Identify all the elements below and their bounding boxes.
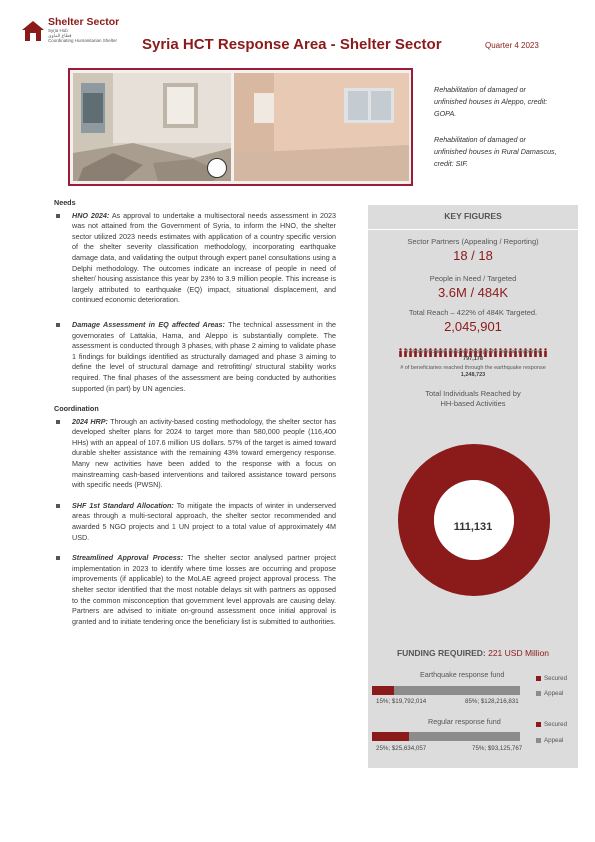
legend-swatch	[536, 676, 541, 681]
donut-center-value: 111,131	[453, 521, 493, 533]
logo-subtitle-line: قطاع المأوى	[48, 33, 72, 38]
donut-title	[368, 389, 578, 409]
bullet-icon	[56, 214, 60, 218]
coordination-item	[54, 553, 336, 627]
legend-label: Appeal	[544, 690, 564, 697]
bullet-icon	[56, 504, 60, 508]
coordination-item	[54, 501, 336, 543]
main-text-column	[54, 198, 336, 637]
earthquake-secured-text: 15%; $19,792,014	[376, 698, 427, 705]
regular-fund-bar	[372, 732, 520, 741]
earthquake-fund-bar	[372, 686, 520, 695]
legend-label: Appeal	[544, 737, 564, 744]
coordination-item-text: To mitigate the impacts of winter in underserved areas through a multi-sectoral approach, the shelter sector recommended and awarded 5 NGO projects and 1 UN project to a total value of approximately 4M USD.	[72, 500, 336, 542]
partners-value: 18 / 18	[453, 248, 493, 263]
key-figures-panel	[368, 205, 578, 768]
house-logo-icon	[20, 18, 46, 44]
bullet-icon	[56, 323, 60, 327]
photo-caption-aleppo: Rehabilitation of damaged or unfinished houses in Aleppo, credit: GOPA.	[434, 85, 548, 118]
legend-swatch	[536, 722, 541, 727]
regular-fund-secured-fill	[372, 732, 409, 741]
shelter-sector-logo	[20, 14, 130, 54]
regular-reach-label: # of beneficiaries reached through the regular response	[405, 349, 541, 355]
earthquake-reach-number: 1,248,723	[460, 372, 486, 378]
legend-secured	[536, 675, 567, 682]
logo-subtitle-line: Coordinating Humanitarian Shelter	[48, 38, 118, 43]
logo-subtitle	[48, 28, 117, 43]
regular-reach-value	[368, 356, 578, 362]
partners-label: Sector Partners (Appealing / Reporting)	[407, 237, 539, 246]
funding-title-label: FUNDING REQUIRED:	[396, 648, 486, 658]
legend-appeal	[536, 690, 563, 697]
key-figures-title: KEY FIGURES	[444, 211, 502, 221]
photo-caption-rural-damascus: Rehabilitation of damaged or unfinished houses in Rural Damascus, credit: SIF.	[434, 135, 557, 168]
earthquake-reach-value	[368, 372, 578, 378]
bullet-icon	[56, 420, 60, 424]
coordination-item-title: SHF 1st Standard Allocation:	[72, 500, 174, 510]
regular-secured-text: 25%; $25,634,057	[376, 745, 427, 752]
coordination-item-text: Through an activity-based costing methodology, the shelter sector has developed shelter plans for 2024 to target more than 580,000 people (116,400 HHs) with an appeal of 107.6 million US dollars. 57% of the target is aimed toward durable shelter assistance with the remaining 43% toward emergency response. Many new activities have been added to the response with a focus on mainstreaming cash-based interventions and tailored assistance toward persons with specific needs (PWSN).	[72, 416, 336, 490]
bullet-icon	[56, 556, 60, 560]
donut-title-line: Total Individuals Reached by	[425, 389, 521, 398]
coordination-item-text: The shelter sector analysed partner project implementation in 2023 to identify where time losses are occurring and propose improvements (if applicable) to the MoLAE agreed project approval process. The shelter sector identified that the most notable delays sit with partners as opposed to the common misconception that government level approvals are causing delay. Partners are advised to initiate on-ground assessment once initial approval is granted and to initiate tendering once the beneficiary list is submitted to authorities.	[72, 553, 337, 626]
people-in-need-value: 3.6M / 484K	[437, 285, 509, 300]
legend-label: Secured	[544, 675, 568, 682]
photo-house-rural-damascus	[234, 73, 409, 181]
needs-heading: Needs	[54, 198, 76, 207]
needs-item-title: Damage Assessment in EQ affected Areas:	[72, 319, 225, 329]
divider	[368, 229, 578, 230]
needs-item	[54, 211, 336, 306]
people-in-need-label: People in Need / Targeted	[429, 274, 517, 283]
legend-swatch	[536, 738, 541, 743]
coordination-item-title: Streamlined Approval Process:	[72, 553, 184, 563]
needs-item-text: As approval to undertake a multisectoral needs assessment in 2023 was not attained from the Government of Syria, to inform the HNO, the shelter sector utilized 2023 needs estimates with application of a country specific version of the shelter severity classification methodology, incorporating earthquake damage data, and validating the output through expert panel consultations using a Delphi methodology. The outcomes indicate an increase of people in need of shelter/ housing assistance this year by 23% to 3.9 million people. This increase is largely attributed to earthquake (EQ) impact, situational displacement, and continued economic deterioration.	[72, 210, 336, 305]
logo-title: Shelter Sector	[48, 16, 120, 28]
photo-strip	[68, 68, 413, 186]
earthquake-fund-label: Earthquake response fund	[420, 670, 505, 679]
quarter-label: Quarter 4 2023	[485, 41, 539, 50]
needs-item	[54, 320, 336, 394]
page-title: Syria HCT Response Area - Shelter Sector	[142, 36, 442, 53]
regular-reach-number: 797,178	[463, 356, 483, 362]
earthquake-appeal-text: 85%; $128,216,831	[465, 698, 519, 705]
needs-item-title: HNO 2024:	[72, 210, 110, 220]
coordination-item-title: 2024 HRP:	[72, 416, 108, 426]
total-reach-label: Total Reach – 422% of 484K Targeted.	[408, 308, 538, 317]
regular-fund-label: Regular response fund	[428, 717, 501, 726]
partner-seal-icon	[207, 158, 227, 178]
earthquake-reach-label: # of beneficiaries reached through the earthquake response	[400, 365, 546, 371]
earthquake-fund-secured-fill	[372, 686, 394, 695]
regular-appeal-text: 75%; $93,125,767	[472, 745, 523, 752]
needs-item-text: The technical assessment in the governorates of Lattakia, Hama, and Aleppo is substantially complete. The assessment is conducted through 3 phases, with phase 2 aiming to validate phase 1 findings for buildings identified as structurally damaged and phase 3 aiming to define the level of structural damage and retrofitting/ structural stability works required. The final phases of the assessment are being conducted by authorities supported (in part) by UN agencies.	[72, 319, 337, 393]
legend-swatch	[536, 691, 541, 696]
donut-chart	[396, 440, 552, 600]
coordination-heading: Coordination	[54, 404, 99, 414]
funding-title	[368, 648, 578, 658]
total-reach-value: 2,045,901	[444, 319, 502, 334]
coordination-item	[54, 417, 336, 491]
logo-subtitle-line: Syria Hub	[48, 28, 68, 33]
legend-label: Secured	[544, 721, 568, 728]
donut-hole	[434, 480, 514, 560]
legend-secured	[536, 721, 567, 728]
legend-appeal	[536, 737, 563, 744]
donut-title-line: HH-based Activities	[440, 399, 506, 408]
funding-amount: 221 USD Million	[488, 648, 550, 658]
